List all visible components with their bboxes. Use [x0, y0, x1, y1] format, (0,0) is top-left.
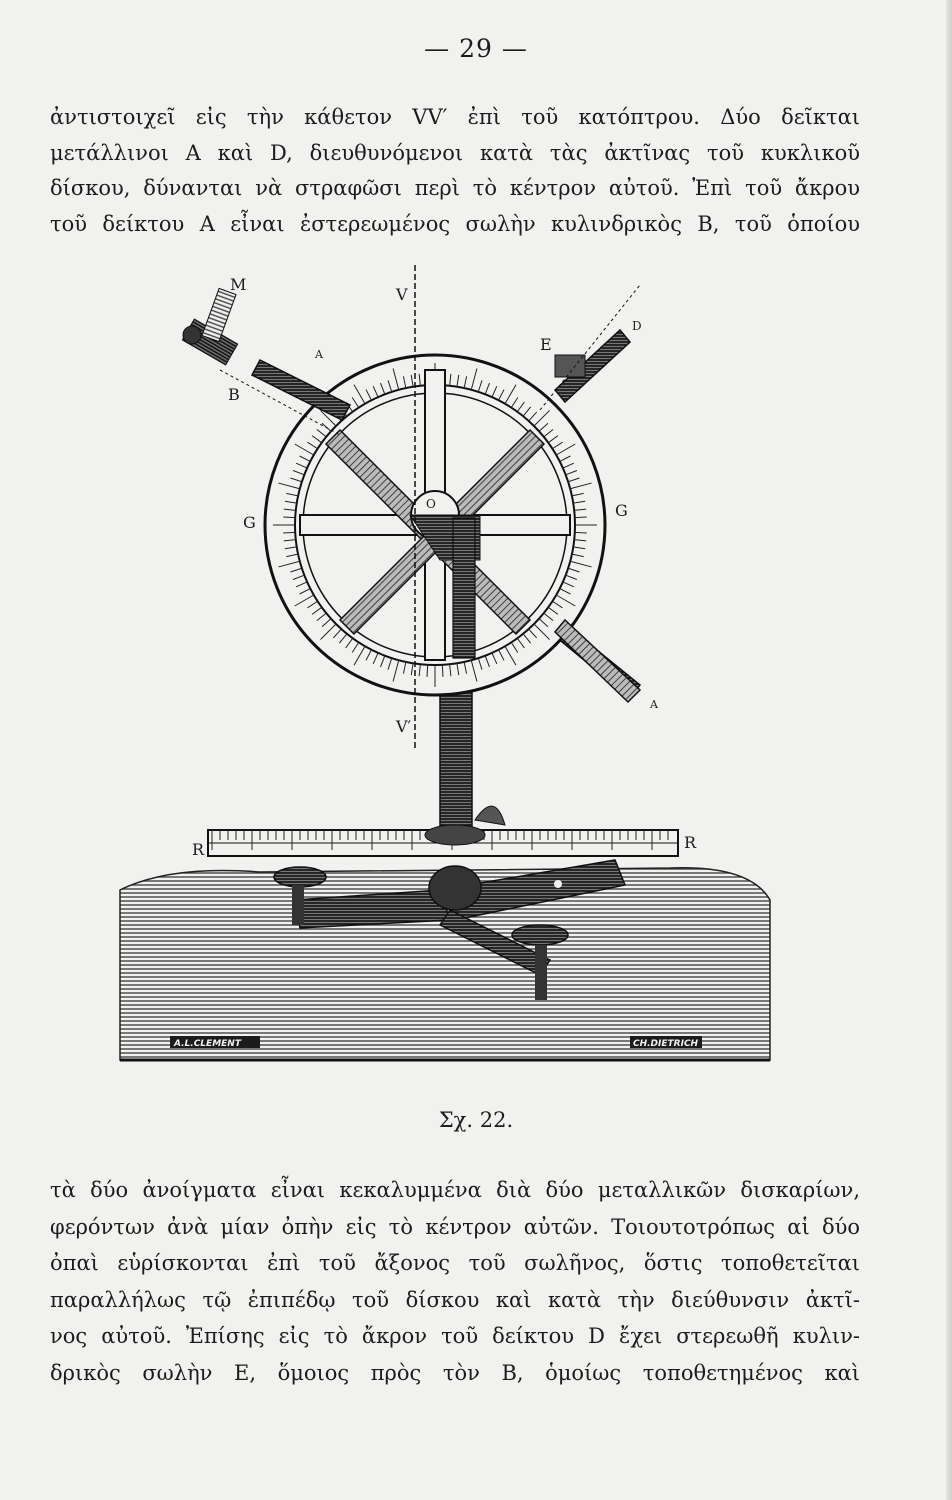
- text-line: τοῦ δείκτου A εἶναι ἐστερεωμένος σωλὴν κυλινδρικὸς B, τοῦ ὁποίου: [50, 211, 860, 236]
- disc-graduation-tick: [442, 665, 443, 677]
- tube-b: [182, 275, 350, 435]
- label-m: M: [230, 275, 247, 294]
- label-v-bottom: V′: [396, 717, 412, 736]
- label-d: D: [632, 319, 642, 333]
- text-line: ὀπαὶ εὑρίσκονται ἐπὶ τοῦ ἄξονος τοῦ σωλῆνος, ὅστις τοποθετεῖται: [50, 1251, 860, 1276]
- label-r-right: R: [684, 833, 697, 852]
- disc-graduation-tick: [283, 517, 295, 518]
- goniometer-illustration: [110, 260, 790, 1080]
- text-line: τὰ δύο ἀνοίγματα εἶναι κεκαλυμμένα διὰ δύο μεταλλικῶν δισκαρίων,: [50, 1178, 860, 1202]
- support-column: [425, 680, 505, 845]
- text-line: παραλλήλως τῷ ἐπιπέδῳ τοῦ δίσκου καὶ κατὰ τὴν διεύθυνσιν ἀκτῖ-: [50, 1287, 860, 1312]
- scan-edge: [946, 0, 952, 1500]
- label-b: B: [228, 385, 240, 404]
- label-g-right: G: [615, 501, 628, 520]
- label-a: A: [315, 348, 323, 361]
- pointer-lower: [555, 620, 659, 711]
- page-number: — 29 —: [424, 34, 528, 63]
- text-line: μετάλλινοι A καὶ D, διευθυνόμενοι κατὰ τὰς ἀκτῖνας τοῦ κυκλικοῦ: [50, 140, 860, 165]
- disc-graduation-tick: [427, 665, 428, 677]
- label-v-top: V: [396, 285, 408, 304]
- disc-graduation-tick: [283, 532, 295, 533]
- top-paragraph: [50, 100, 860, 242]
- text-line: νος αὐτοῦ. Ἐπίσης εἰς τὸ ἄκρον τοῦ δείκτου D ἔχει στερεωθῆ κυλιν-: [50, 1324, 860, 1349]
- label-o: O: [426, 497, 436, 511]
- text-line: φερόντων ἀνὰ μίαν ὀπὴν εἰς τὸ κέντρον αὐτῶν. Τοιουτοτρόπως αἱ δύο: [50, 1214, 860, 1239]
- figure-caption: Σχ. 22.: [438, 1108, 514, 1132]
- disc-graduation-tick: [575, 517, 587, 518]
- disc-graduation-tick: [575, 532, 587, 533]
- bottom-paragraph: [50, 1172, 860, 1392]
- text-line: ἀντιστοιχεῖ εἰς τὴν κάθετον VV′ ἐπὶ τοῦ κατόπτρου. Δύο δεῖκται: [50, 105, 860, 129]
- label-e: E: [540, 335, 552, 354]
- tube-e: [540, 285, 642, 410]
- text-line: δρικὸς σωλὴν E, ὅμοιος πρὸς τὸν B, ὁμοίως τοποθετημένος καὶ: [50, 1360, 860, 1385]
- label-g-left: G: [243, 513, 256, 532]
- text-line: δίσκου, δύνανται νὰ στραφῶσι περὶ τὸ κέντρον αὐτοῦ. Ἐπὶ τοῦ ἄκρου: [50, 176, 860, 200]
- label-a-bottom: A: [650, 698, 658, 711]
- label-r-left: R: [192, 840, 205, 859]
- engraver-right: CH.DIETRICH: [633, 1039, 699, 1049]
- engraver-left: A.L.CLEMENT: [174, 1039, 241, 1049]
